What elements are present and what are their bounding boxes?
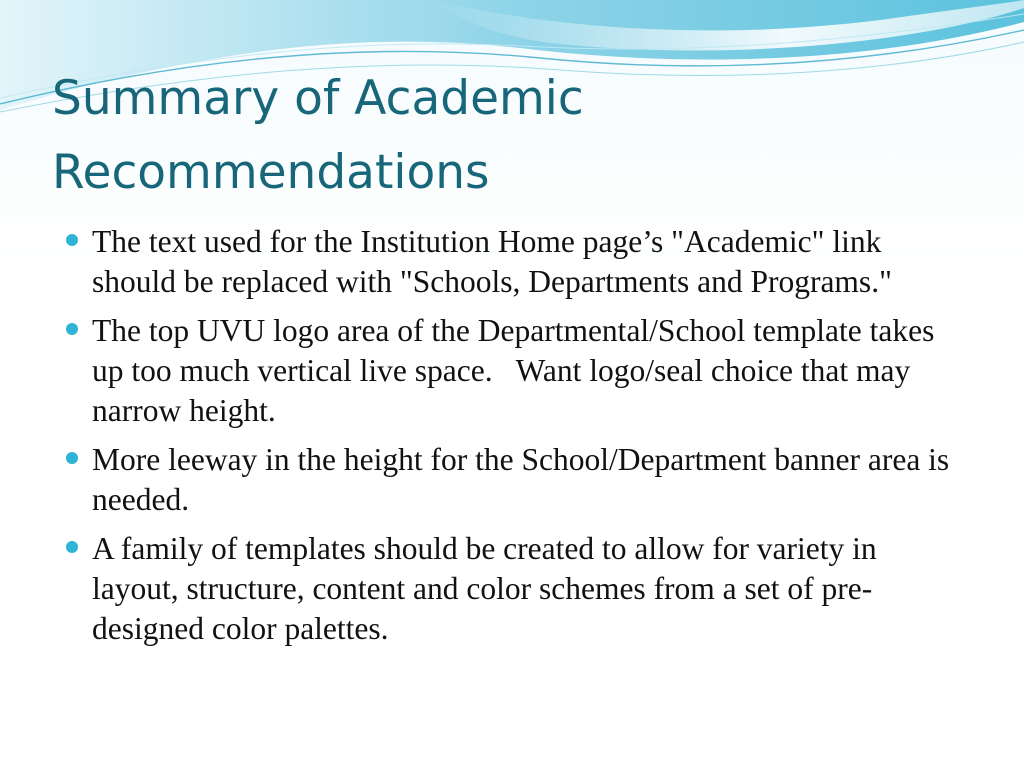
bullet-text: A family of templates should be created to allow for variety in layout, structure, content and color schemes from a set of pre-designed color palettes. [92,531,885,646]
bullet-item [64,529,964,649]
bullet-text: More leeway in the height for the School/Department banner area is needed. [92,442,958,517]
bullet-dot-icon [66,452,78,464]
bullet-dot-icon [66,323,78,335]
slide-title [52,62,952,210]
bullet-text: The top UVU logo area of the Departmental/School template takes up too much vertical live space. Want logo/seal choice that may narrow height. [92,313,943,428]
bullet-dot-icon [66,234,78,246]
slide-title-line-1: Summary of Academic [52,71,584,126]
bullet-dot-icon [66,541,78,553]
bullet-item [64,222,964,302]
slide-title-line-2: Recommendations [52,145,490,200]
bullet-list [64,222,964,658]
bullet-item [64,311,964,431]
bullet-item [64,440,964,520]
bullet-text: The text used for the Institution Home page’s "Academic" link should be replaced with "Schools, Departments and Programs." [92,224,892,299]
